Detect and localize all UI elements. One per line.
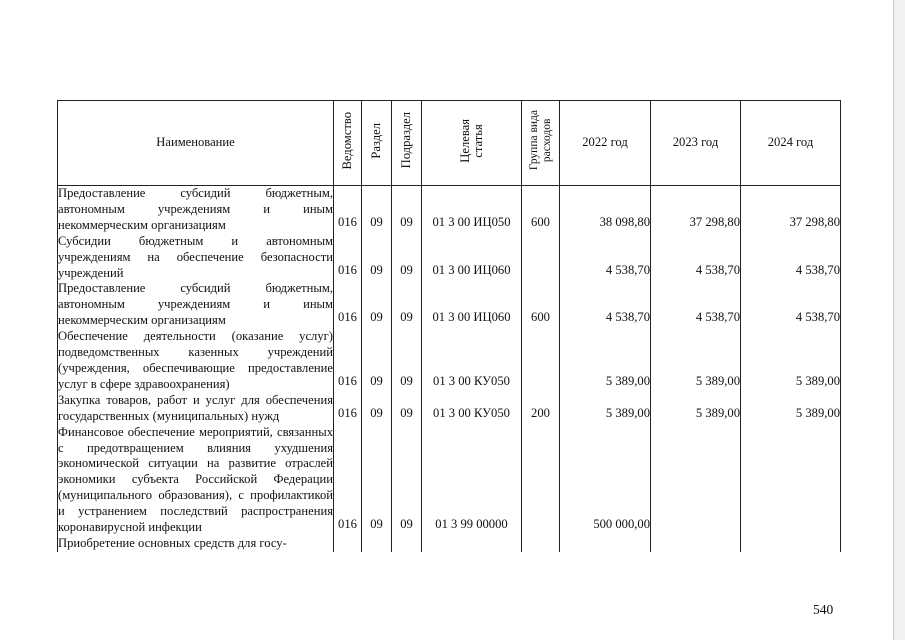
celevaya-statya-cell-text: 01 3 99 00000 (435, 517, 508, 532)
celevaya-statya-cell (422, 393, 522, 425)
vedomstvo-cell-text: 016 (338, 214, 357, 229)
podrazdel-cell (392, 234, 422, 282)
row-name-cell: Приобретение основных средств для госу- (58, 536, 334, 552)
empty-cell (362, 536, 392, 552)
vedomstvo-cell-text: 016 (338, 262, 357, 277)
empty-cell (522, 536, 560, 552)
value-2023-cell (651, 234, 741, 282)
gruppa-cell (522, 281, 560, 329)
value-2022-cell-text: 4 538,70 (605, 310, 650, 325)
value-2022-cell (560, 425, 651, 536)
table-row (58, 425, 841, 536)
header-2024: 2024 год (741, 101, 841, 186)
value-2022-cell-text: 500 000,00 (593, 517, 650, 532)
empty-cell (392, 536, 422, 552)
vedomstvo-cell-text: 016 (338, 405, 357, 420)
gruppa-cell (522, 234, 560, 282)
podrazdel-cell-text: 09 (400, 214, 413, 229)
podrazdel-cell (392, 425, 422, 536)
razdel-cell-text: 09 (370, 214, 383, 229)
podrazdel-cell-text: 09 (400, 517, 413, 532)
header-celevaya-statya: Целевая статья (422, 101, 522, 186)
podrazdel-cell-text: 09 (400, 310, 413, 325)
podrazdel-cell-text: 09 (400, 405, 413, 420)
header-name: Наименование (58, 101, 334, 186)
razdel-cell-text: 09 (370, 373, 383, 388)
vedomstvo-cell (334, 393, 362, 425)
value-2023-cell (651, 186, 741, 234)
empty-cell (651, 536, 741, 552)
gruppa-cell (522, 425, 560, 536)
value-2024-cell (741, 393, 841, 425)
celevaya-statya-cell-text: 01 3 00 ИЦ060 (432, 262, 511, 277)
razdel-cell-text: 09 (370, 517, 383, 532)
celevaya-statya-cell-text: 01 3 00 ИЦ060 (432, 310, 511, 325)
razdel-cell-text: 09 (370, 262, 383, 277)
gruppa-cell-text: 600 (531, 310, 550, 325)
celevaya-statya-cell-text: 01 3 00 КУ050 (433, 373, 510, 388)
page-number: 540 (813, 602, 834, 617)
value-2023-cell-text: 5 389,00 (695, 373, 740, 388)
value-2022-cell (560, 186, 651, 234)
budget-table (57, 100, 841, 552)
value-2022-cell-text: 38 098,80 (599, 214, 650, 229)
razdel-cell (362, 281, 392, 329)
celevaya-statya-cell (422, 329, 522, 393)
header-podrazdel: Подраздел (392, 101, 422, 186)
podrazdel-cell (392, 281, 422, 329)
empty-cell (334, 536, 362, 552)
row-name-cell: Обеспечение деятельности (оказание услуг) подведомственных казенных учреждений (учреждения, обеспечивающие предоставление услуг в сфере здравоохранения) (58, 329, 333, 391)
row-name-cell: Предоставление субсидий бюджетным, автономным учреждениям и иным некоммерческим организациям (58, 281, 333, 328)
gruppa-cell (522, 393, 560, 425)
value-2024-cell (741, 234, 841, 282)
header-razdel: Раздел (362, 101, 392, 186)
razdel-cell (362, 425, 392, 536)
vedomstvo-cell (334, 329, 362, 393)
value-2024-cell-text: 5 389,00 (795, 405, 840, 420)
gruppa-cell (522, 329, 560, 393)
row-name-cell: Закупка товаров, работ и услуг для обеспечения государственных (муниципальных) нужд (58, 392, 333, 423)
empty-cell (741, 536, 841, 552)
value-2022-cell (560, 281, 651, 329)
row-name-cell: Субсидии бюджетным и автономным учреждениям на обеспечение безопасности учреждений (58, 233, 333, 280)
podrazdel-cell (392, 329, 422, 393)
razdel-cell (362, 329, 392, 393)
value-2023-cell (651, 425, 741, 536)
value-2023-cell-text: 4 538,70 (695, 310, 740, 325)
gruppa-cell-text: 600 (531, 214, 550, 229)
value-2022-cell-text: 5 389,00 (605, 373, 650, 388)
value-2024-cell-text: 37 298,80 (789, 214, 840, 229)
value-2023-cell (651, 281, 741, 329)
razdel-cell (362, 393, 392, 425)
row-name-cell: Финансовое обеспечение мероприятий, связанных с предотвращением влияния ухудшения экономической ситуации на развитие отраслей экономики субъекта Российской Федерации (муниципального образования), с профилактикой и устранением последствий распространения коронавирусной инфекции (58, 424, 333, 535)
value-2024-cell (741, 329, 841, 393)
value-2023-cell (651, 393, 741, 425)
razdel-cell (362, 186, 392, 234)
value-2023-cell (651, 329, 741, 393)
vedomstvo-cell-text: 016 (338, 373, 357, 388)
table-row (58, 186, 841, 234)
vedomstvo-cell (334, 186, 362, 234)
gruppa-cell (522, 186, 560, 234)
celevaya-statya-cell (422, 425, 522, 536)
vedomstvo-cell (334, 234, 362, 282)
celevaya-statya-cell-text: 01 3 00 ИЦ050 (432, 214, 511, 229)
podrazdel-cell-text: 09 (400, 262, 413, 277)
header-gruppa-vida-rashodov: Группа вида расходов (522, 101, 560, 186)
table-header-row (58, 101, 841, 186)
vedomstvo-cell (334, 281, 362, 329)
razdel-cell-text: 09 (370, 405, 383, 420)
value-2023-cell-text: 4 538,70 (695, 262, 740, 277)
celevaya-statya-cell (422, 234, 522, 282)
value-2022-cell (560, 234, 651, 282)
value-2024-cell-text: 5 389,00 (795, 373, 840, 388)
value-2022-cell (560, 393, 651, 425)
podrazdel-cell (392, 186, 422, 234)
value-2024-cell (741, 281, 841, 329)
value-2022-cell (560, 329, 651, 393)
podrazdel-cell (392, 393, 422, 425)
vedomstvo-cell (334, 425, 362, 536)
table-row (58, 234, 841, 282)
table-row (58, 329, 841, 393)
vedomstvo-cell-text: 016 (338, 310, 357, 325)
scan-right-edge (893, 0, 905, 640)
razdel-cell (362, 234, 392, 282)
table-row (58, 393, 841, 425)
row-name-cell: Предоставление субсидий бюджетным, автономным учреждениям и иным некоммерческим организациям (58, 186, 333, 232)
empty-cell (560, 536, 651, 552)
vedomstvo-cell-text: 016 (338, 517, 357, 532)
value-2022-cell-text: 5 389,00 (605, 405, 650, 420)
table-row (58, 281, 841, 329)
celevaya-statya-cell (422, 186, 522, 234)
gruppa-cell-text: 200 (531, 405, 550, 420)
value-2023-cell-text: 37 298,80 (689, 214, 740, 229)
razdel-cell-text: 09 (370, 310, 383, 325)
value-2024-cell-text: 4 538,70 (795, 310, 840, 325)
table-row-continuation (58, 536, 841, 552)
value-2022-cell-text: 4 538,70 (605, 262, 650, 277)
celevaya-statya-cell-text: 01 3 00 КУ050 (433, 405, 510, 420)
header-2023: 2023 год (651, 101, 741, 186)
celevaya-statya-cell (422, 281, 522, 329)
value-2023-cell-text: 5 389,00 (695, 405, 740, 420)
value-2024-cell-text: 4 538,70 (795, 262, 840, 277)
podrazdel-cell-text: 09 (400, 373, 413, 388)
value-2024-cell (741, 425, 841, 536)
empty-cell (422, 536, 522, 552)
header-vedomstvo: Ведомство (334, 101, 362, 186)
header-2022: 2022 год (560, 101, 651, 186)
value-2024-cell (741, 186, 841, 234)
